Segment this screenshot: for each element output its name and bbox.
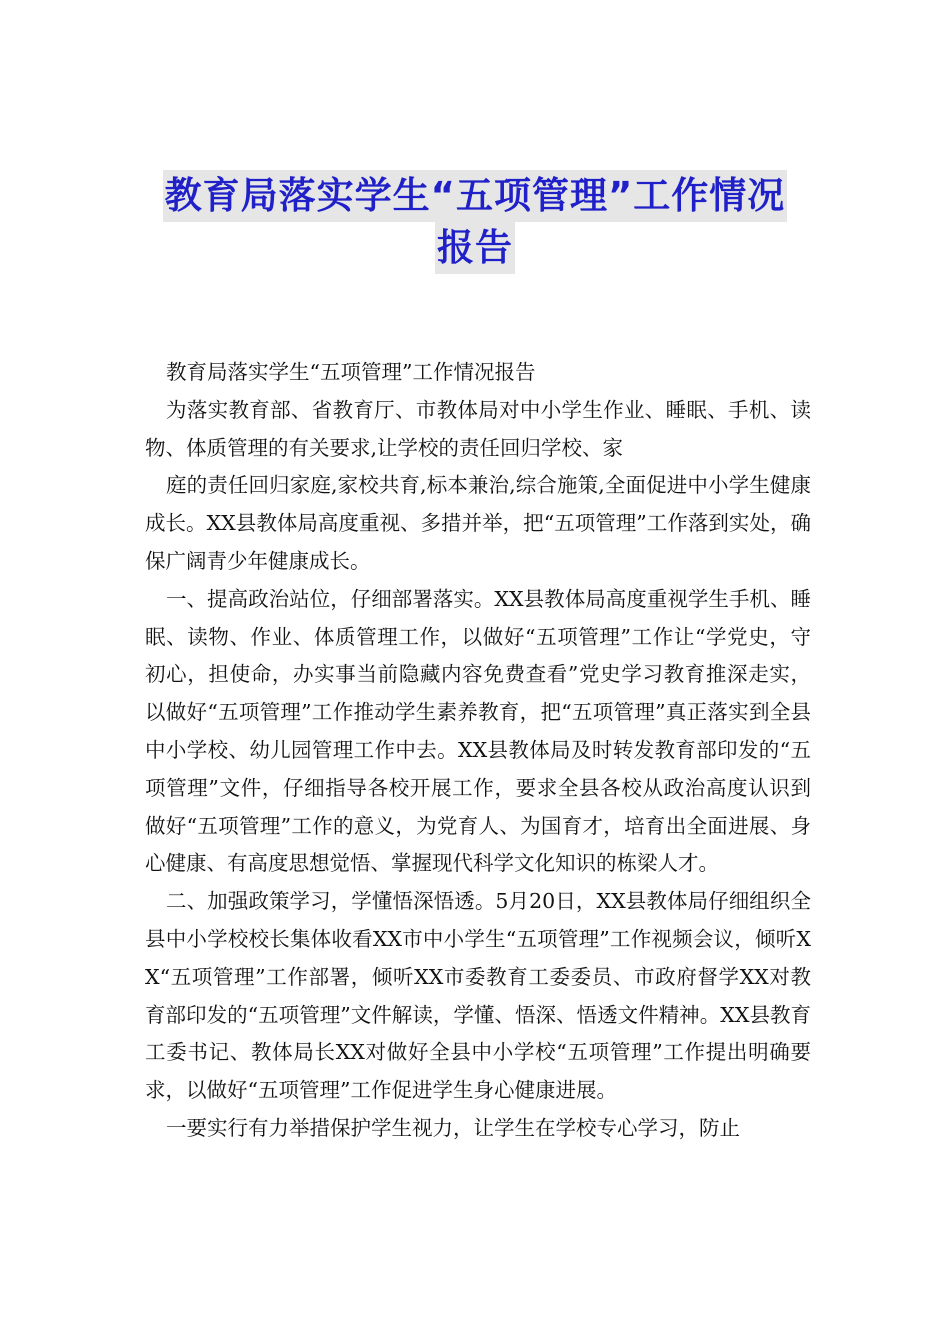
- paragraph-subtitle: 教育局落实学生“五项管理”工作情况报告: [166, 360, 536, 384]
- document-body: [145, 354, 811, 1148]
- title-line-1: 教育局落实学生“五项管理”工作情况: [163, 170, 788, 222]
- paragraph-intro-cont: 庭的责任回归家庭,家校共育,标本兼治,综合施策,全面促进中小学生健康成长。XX县教体局高度重视、多措并举，把“五项管理”工作落到实处，确保广阔青少年健康成长。: [145, 473, 811, 573]
- paragraph-intro: 为落实教育部、省教育厅、市教体局对中小学生作业、睡眠、手机、读物、体质管理的有关要求,让学校的责任回归学校、家: [145, 397, 811, 460]
- title-line-2: 报告: [435, 222, 515, 274]
- document-title: [0, 170, 950, 274]
- paragraph-section-1: 一、提高政治站位，仔细部署落实。XX县教体局高度重视学生手机、睡眠、读物、作业、体质管理工作，以做好“五项管理”工作让“学党史，守初心，担使命，办实事当前隐藏内容免费查看”党史学习教育推深走实，以做好“五项管理”工作推动学生素养教育，把“五项管理”真正落实到全县中小学校、幼儿园管理工作中去。XX县教体局及时转发教育部印发的“五项管理”文件，仔细指导各校开展工作，要求全县各校从政治高度认识到做好“五项管理”工作的意义，为党育人、为国育才，培育出全面进展、身心健康、有高度思想觉悟、掌握现代科学文化知识的栋梁人才。: [145, 586, 811, 876]
- paragraph-point-1: 一要实行有力举措保护学生视力，让学生在学校专心学习，防止: [166, 1115, 740, 1140]
- paragraph-section-2: 二、加强政策学习，学懂悟深悟透。5月20日，XX县教体局仔细组织全县中小学校校长集体收看XX市中小学生“五项管理”工作视频会议，倾听XX“五项管理”工作部署，倾听XX市委教育工委委员、市政府督学XX对教育部印发的“五项管理”文件解读，学懂、悟深、悟透文件精神。XX县教育工委书记、教体局长XX对做好全县中小学校“五项管理”工作提出明确要求，以做好“五项管理”工作促进学生身心健康进展。: [145, 889, 811, 1103]
